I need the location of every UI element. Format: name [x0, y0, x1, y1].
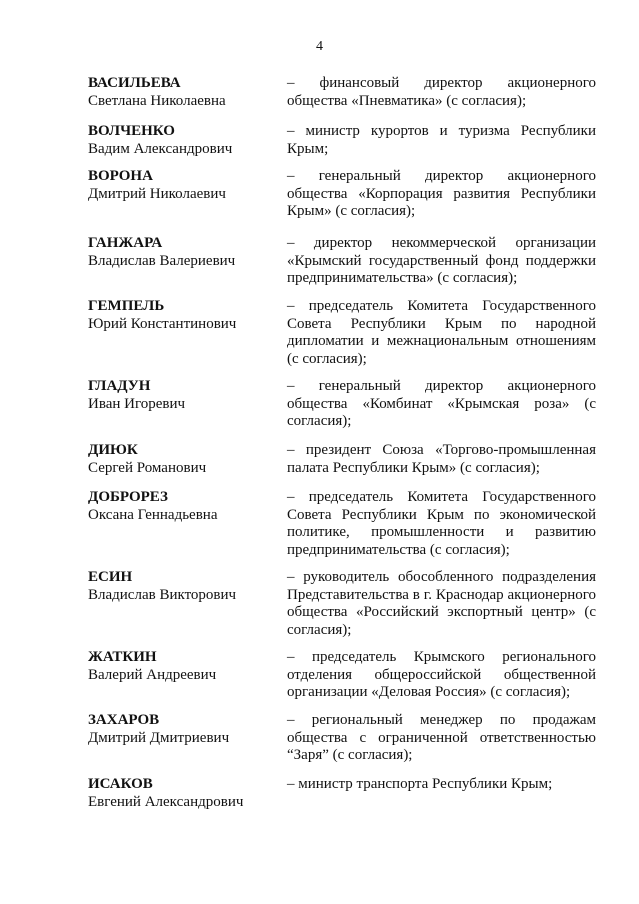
- surname: ДОБРОРЕЗ: [88, 489, 168, 505]
- person-name: [88, 123, 273, 158]
- position-description: – генеральный директор акционерного общества «Комбинат «Крымская роза» (с согласия);: [287, 378, 596, 429]
- surname: ГЕМПЕЛЬ: [88, 298, 165, 314]
- surname: ДИЮК: [88, 442, 138, 458]
- person-name: [88, 442, 273, 477]
- surname: ЗАХАРОВ: [88, 712, 160, 728]
- given-names: Владислав Викторович: [88, 586, 237, 603]
- position-description: – директор некоммерческой организации «Крымский государственный фонд поддержки предпринимательства» (с согласия);: [287, 235, 596, 286]
- position-description: – председатель Комитета Государственного Совета Республики Крым по народной дипломатии и межнациональным отношениям (с согласия);: [287, 298, 596, 367]
- person-name: [88, 75, 273, 110]
- person-name: [88, 569, 273, 604]
- position-description: – министр курортов и туризма Республики Крым;: [287, 123, 596, 157]
- position-description: – председатель Крымского регионального отделения общероссийской общественной организации «Деловая Россия» (с согласия);: [287, 649, 596, 700]
- position-description: – региональный менеджер по продажам общества с ограниченной ответственностью “Заря” (с согласия);: [287, 712, 596, 763]
- given-names: Дмитрий Дмитриевич: [88, 729, 230, 746]
- given-names: Сергей Романович: [88, 459, 207, 476]
- given-names: Иван Игоревич: [88, 395, 186, 412]
- given-names: Юрий Константинович: [88, 315, 237, 332]
- given-names: Вадим Александрович: [88, 140, 233, 157]
- person-name: [88, 235, 273, 270]
- surname: ЕСИН: [88, 569, 133, 585]
- given-names: Светлана Николаевна: [88, 92, 226, 109]
- surname: ВОРОНА: [88, 168, 153, 184]
- surname: ИСАКОВ: [88, 776, 153, 792]
- position-description: – генеральный директор акционерного общества «Корпорация развития Республики Крым» (с согласия);: [287, 168, 596, 219]
- person-name: [88, 298, 273, 333]
- surname: ЖАТКИН: [88, 649, 157, 665]
- person-name: [88, 489, 273, 524]
- given-names: Валерий Андреевич: [88, 666, 217, 683]
- person-name: [88, 168, 273, 203]
- given-names: Оксана Геннадьевна: [88, 506, 218, 523]
- given-names: Евгений Александрович: [88, 793, 244, 810]
- position-description: – председатель Комитета Государственного Совета Республики Крым по экономической политике, промышленности и развитию предпринимательства (с согласия);: [287, 489, 596, 558]
- surname: ГЛАДУН: [88, 378, 151, 394]
- position-description: – министр транспорта Республики Крым;: [287, 776, 553, 792]
- position-description: – финансовый директор акционерного общества «Пневматика» (с согласия);: [287, 75, 596, 109]
- person-name: [88, 378, 273, 413]
- surname: ВОЛЧЕНКО: [88, 123, 175, 139]
- person-name: [88, 712, 273, 747]
- page-number: 4: [316, 39, 323, 54]
- position-description: – президент Союза «Торгово-промышленная палата Республики Крым» (с согласия);: [287, 442, 596, 476]
- position-description: – руководитель обособленного подразделения Представительства в г. Краснодар акционерного общества «Российский экспортный центр» (с согласия);: [287, 569, 596, 638]
- person-name: [88, 649, 273, 684]
- surname: ГАНЖАРА: [88, 235, 163, 251]
- given-names: Дмитрий Николаевич: [88, 185, 226, 202]
- person-name: [88, 776, 273, 811]
- given-names: Владислав Валериевич: [88, 252, 236, 269]
- surname: ВАСИЛЬЕВА: [88, 75, 181, 91]
